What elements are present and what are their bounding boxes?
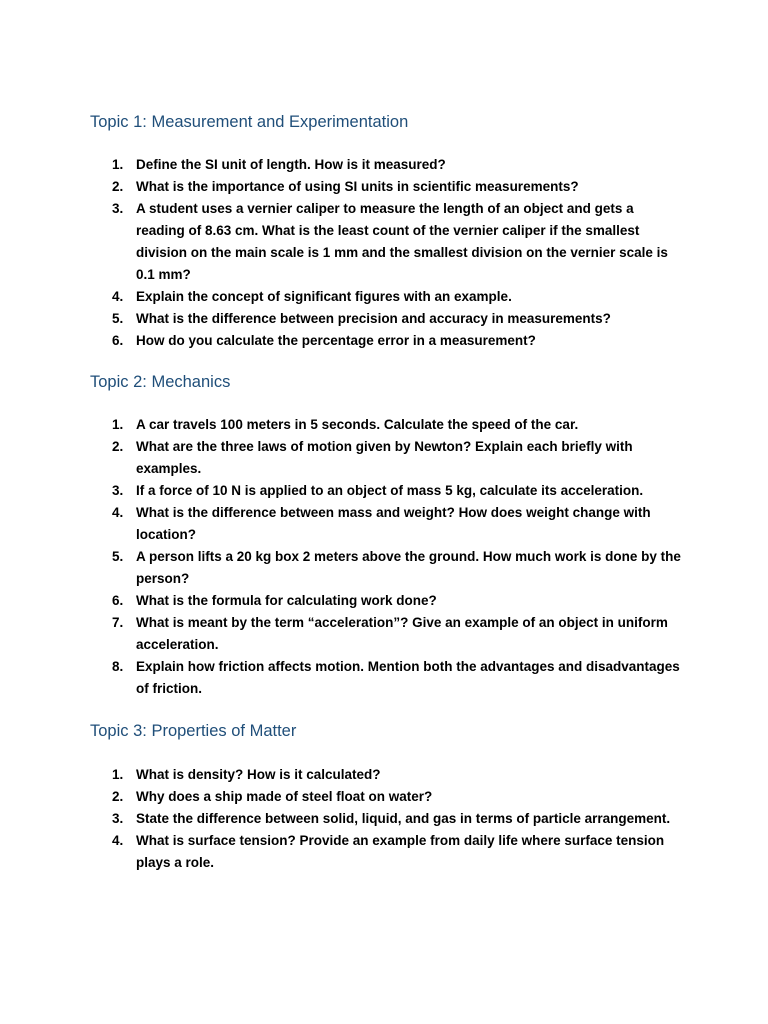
question-text: Explain the concept of significant figures with an example. — [136, 289, 512, 304]
topic-heading-2: Topic 2: Mechanics — [90, 373, 231, 391]
list-item — [0, 330, 681, 352]
list-item — [0, 198, 681, 286]
list-item — [0, 414, 681, 436]
question-number: 3. — [112, 483, 124, 498]
question-number: 6. — [112, 333, 124, 348]
list-item — [0, 612, 681, 656]
list-item — [0, 502, 681, 546]
question-number: 7. — [112, 615, 124, 630]
question-list-topic-1 — [0, 154, 768, 352]
question-text: What is the difference between mass and weight? How does weight change with location? — [136, 505, 651, 542]
question-number: 2. — [112, 789, 124, 804]
list-item — [0, 436, 681, 480]
list-item — [0, 808, 681, 830]
question-text: What is meant by the term “acceleration”? Give an example of an object in uniform acceleration. — [136, 615, 668, 652]
list-item — [0, 480, 681, 502]
question-text: A student uses a vernier caliper to measure the length of an object and gets a reading of 8.63 cm. What is the least count of the vernier caliper if the smallest division on the main scale is 1 mm and the smallest division on the vernier scale is 0.1 mm? — [136, 201, 668, 282]
question-text: What is the formula for calculating work done? — [136, 593, 437, 608]
question-text: Explain how friction affects motion. Mention both the advantages and disadvantages of friction. — [136, 659, 680, 696]
question-text: A person lifts a 20 kg box 2 meters above the ground. How much work is done by the person? — [136, 549, 681, 586]
list-item — [0, 308, 681, 330]
list-item — [0, 786, 681, 808]
list-item — [0, 830, 681, 874]
list-item — [0, 286, 681, 308]
list-item — [0, 546, 681, 590]
question-text: Why does a ship made of steel float on water? — [136, 789, 433, 804]
question-number: 4. — [112, 505, 124, 520]
question-text: State the difference between solid, liquid, and gas in terms of particle arrangement. — [136, 811, 671, 826]
topic-heading-1: Topic 1: Measurement and Experimentation — [90, 113, 409, 131]
question-number: 1. — [112, 417, 124, 432]
question-list-topic-3 — [0, 764, 768, 874]
question-number: 5. — [112, 549, 124, 564]
question-text: What is the importance of using SI units in scientific measurements? — [136, 179, 579, 194]
list-item — [0, 656, 681, 700]
question-number: 4. — [112, 833, 124, 848]
question-number: 1. — [112, 157, 124, 172]
list-item — [0, 590, 681, 612]
question-text: What is the difference between precision and accuracy in measurements? — [136, 311, 611, 326]
question-text: A car travels 100 meters in 5 seconds. Calculate the speed of the car. — [136, 417, 579, 432]
list-item — [0, 764, 681, 786]
question-number: 3. — [112, 201, 124, 216]
topic-heading-3: Topic 3: Properties of Matter — [90, 722, 297, 740]
question-text: What are the three laws of motion given by Newton? Explain each briefly with examples. — [136, 439, 633, 476]
question-number: 6. — [112, 593, 124, 608]
question-number: 3. — [112, 811, 124, 826]
question-number: 2. — [112, 439, 124, 454]
question-number: 4. — [112, 289, 124, 304]
question-text: Define the SI unit of length. How is it measured? — [136, 157, 446, 172]
question-text: What is density? How is it calculated? — [136, 767, 381, 782]
question-number: 8. — [112, 659, 124, 674]
question-number: 5. — [112, 311, 124, 326]
question-text: What is surface tension? Provide an example from daily life where surface tension plays a role. — [136, 833, 665, 870]
question-text: If a force of 10 N is applied to an object of mass 5 kg, calculate its acceleration. — [136, 483, 644, 498]
question-number: 2. — [112, 179, 124, 194]
list-item — [0, 176, 681, 198]
question-text: How do you calculate the percentage error in a measurement? — [136, 333, 536, 348]
list-item — [0, 154, 681, 176]
question-number: 1. — [112, 767, 124, 782]
question-list-topic-2 — [0, 414, 768, 700]
